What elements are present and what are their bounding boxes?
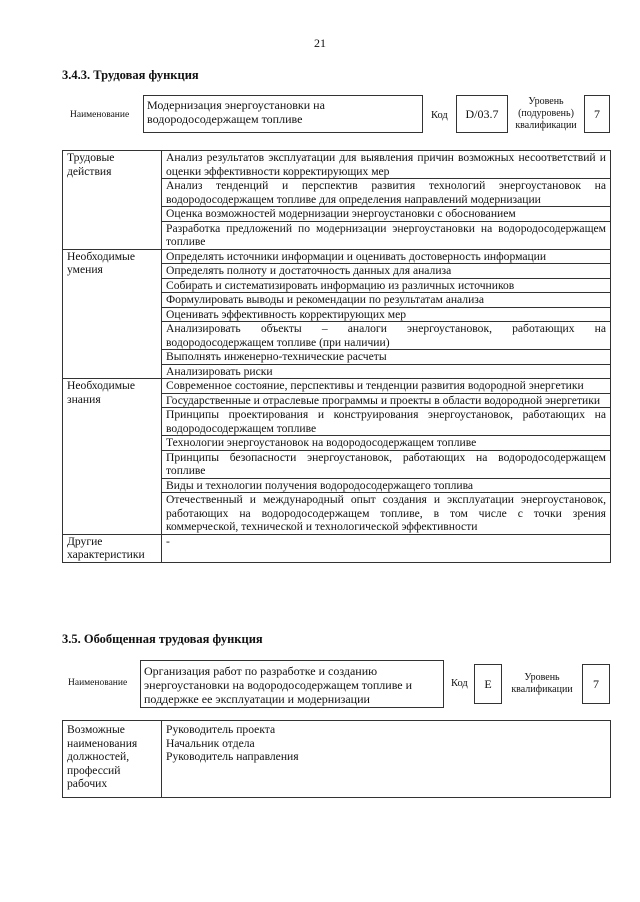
row-item: Оценка возможностей модернизации энергоустановки с обоснованием [162,207,611,222]
code-label: Код [431,110,448,121]
row-item: Анализ результатов эксплуатации для выявления причин возможных несоответствий и оценки эффективности корректирующих мер [162,151,611,179]
code-value-2: Е [484,676,492,691]
row-item: Собирать и систематизировать информацию из различных источников [162,278,611,293]
row-item: Технологии энергоустановок на водородосодержащем топливе [162,436,611,451]
position-item: Начальник отдела [166,736,255,750]
table-row [63,534,611,562]
positions-list [162,721,611,798]
row-item: Отечественный и международный опыт создания и эксплуатации энергоустановок, работающих на водородосодержащем топливе, в том числе с точки зрения коммерческой, технической и технологической эффективности [162,493,611,535]
name-label: Наименование [70,110,130,120]
row-category: Другие характеристики [63,534,162,562]
page-number: 21 [314,36,326,50]
row-item: Анализ тенденций и перспектив развития технологий энергоустановок на водородосодержащем топливе для определения направлений модернизации [162,179,611,207]
code-box [456,95,508,133]
row-item: Виды и технологии получения водородосодержащего топлива [162,478,611,493]
row-item: Принципы проектирования и конструирования энергоустановок, работающих на водородосодержащем топливе [162,408,611,436]
row-category: Трудовые действия [63,151,162,250]
row-item: Определять полноту и достаточность данных для анализа [162,264,611,279]
row-item: Формулировать выводы и рекомендации по результатам анализа [162,293,611,308]
level-label: Уровень (подуровень) квалификации [515,96,577,131]
level-box-2 [582,664,610,704]
table-row [63,379,611,394]
generalized-function-name-value: Организация работ по разработке и созданию энергоустановки на водородосодержащем топливе и поддержке ее эксплуатации и модернизации [144,664,413,706]
row-category: Необходимые умения [63,249,162,379]
generalized-function-name-box [140,660,444,708]
code-value: D/03.7 [465,106,499,121]
table-row [63,151,611,179]
positions-category: Возможные наименования должностей, профессий рабочих [63,721,162,798]
table-row [63,721,611,798]
code-box-2 [474,664,502,704]
row-item: Разработка предложений по модернизации энергоустановки на водородосодержащем топливе [162,221,611,249]
level-value-2: 7 [593,676,599,691]
table-row [63,249,611,264]
row-item: Государственные и отраслевые программы и проекты в области водородной энергетики [162,393,611,408]
row-item: Современное состояние, перспективы и тенденции развития водородной энергетики [162,379,611,394]
row-item: - [162,534,611,562]
position-item: Руководитель проекта [166,723,276,736]
section-title-3-5: 3.5. Обобщенная трудовая функция [62,632,263,646]
name-label-2: Наименование [68,678,128,688]
labor-function-table [62,150,611,563]
row-item: Принципы безопасности энергоустановок, работающих на водородосодержащем топливе [162,450,611,478]
row-item: Анализировать риски [162,364,611,379]
level-box [584,95,610,133]
code-label-2: Код [451,678,468,689]
positions-table [62,720,611,798]
section-title-3-4-3: 3.4.3. Трудовая функция [62,68,199,82]
function-name-box [143,95,423,133]
level-value: 7 [594,106,600,121]
row-item: Анализировать объекты – аналоги энергоустановок, работающих на водородосодержащем топливе (при наличии) [162,322,611,350]
row-item: Оценивать эффективность корректирующих мер [162,307,611,322]
row-item: Определять источники информации и оценивать достоверность информации [162,249,611,264]
row-item: Выполнять инженерно-технические расчеты [162,350,611,365]
row-category: Необходимые знания [63,379,162,535]
level-label-2: Уровень квалификации [511,672,573,695]
function-name-value: Модернизация энергоустановки на водородосодержащем топливе [147,98,325,126]
position-item: Руководитель направления [166,750,299,763]
